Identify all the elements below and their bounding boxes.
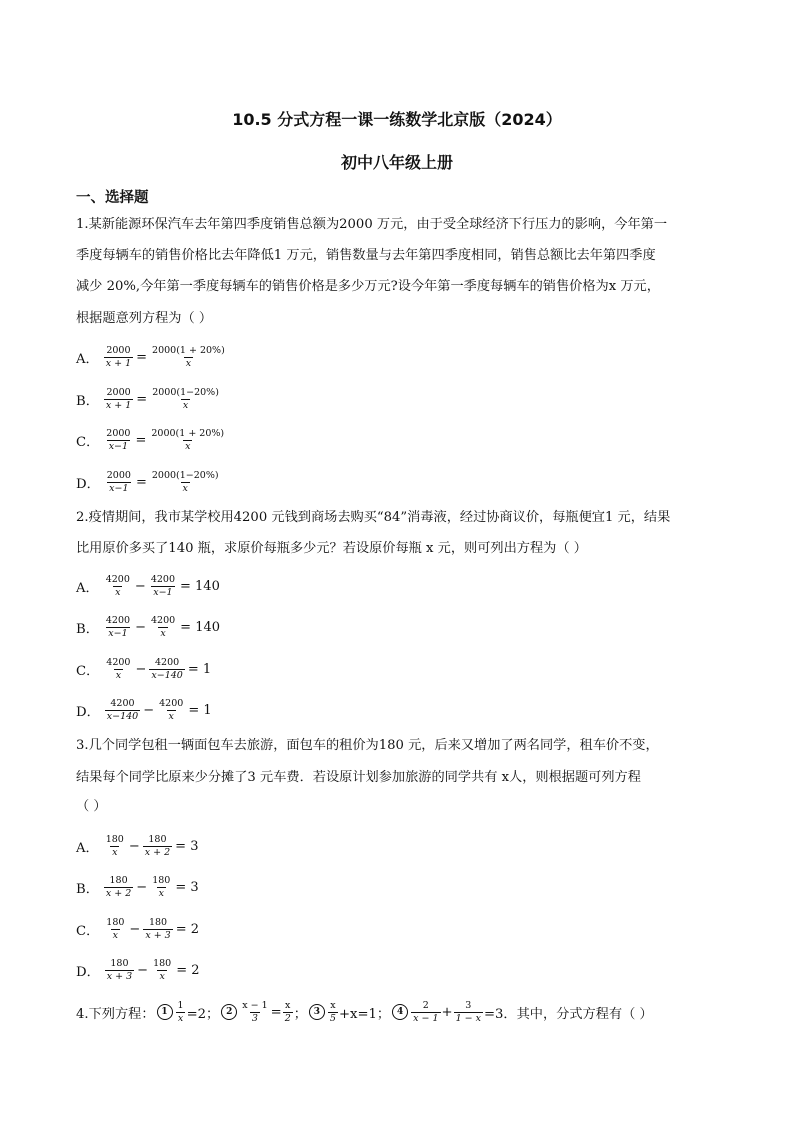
fraction: $\frac{4200}{x}$ [150, 614, 176, 639]
fraction: $\frac{3}{1 - x}$ [455, 999, 481, 1024]
option-label: A． [76, 351, 99, 367]
q1-line-4: 根据题意列方程为（ ） [76, 311, 213, 326]
q2-option-d: D． $\frac{4200}{x-140}$ − $\frac{4200}{x}$ = 1 [76, 697, 212, 722]
option-label: D． [76, 964, 100, 980]
fraction: $\frac{2000(1 + 20\%)}{x}$ [151, 427, 225, 452]
document-subtitle: 初中八年级上册 [340, 153, 453, 172]
q3-option-c: C． $\frac{180}{x}$ − $\frac{180}{x + 3}$ = 2 [76, 916, 200, 941]
option-label: B． [76, 393, 99, 409]
circled-number-2: 2 [221, 1004, 237, 1020]
q1-line-3: 减少 20%,今年第一季度每辆车的销售价格是多少万元?设今年第一季度每辆车的销售价格为x 万元， [76, 279, 660, 294]
q2-option-b: B． $\frac{4200}{x-1}$ − $\frac{4200}{x}$ = 140 [76, 614, 221, 639]
fraction: $\frac{180}{x}$ [106, 916, 125, 941]
q3-line-1: 3.几个同学包租一辆面包车去旅游，面包车的租价为180 元，后来又增加了两名同学，租车价不变， [76, 738, 659, 753]
circled-number-3: 3 [309, 1004, 325, 1020]
q3-line-2: 结果每个同学比原来少分摊了3 元车费．若设原计划参加旅游的同学共有 x人，则根据题可列方程 [76, 770, 641, 785]
fraction: $\frac{2000}{x + 1}$ [105, 386, 132, 411]
fraction: $\frac{4200}{x}$ [105, 573, 130, 598]
fraction: $\frac{180}{x}$ [153, 957, 172, 982]
q2-line-1: 2.疫情期间，我市某学校用4200 元钱到商场去购买“84”消毒液，经过协商议价，每瓶便宜1 元，结果 [76, 510, 671, 525]
q2-line-2: 比用原价多买了140 瓶，求原价每瓶多少元？若设原价每瓶 x 元，则可列出方程为（ ） [76, 541, 587, 556]
fraction: $\frac{2000}{x-1}$ [106, 469, 131, 494]
fraction: $\frac{180}{x}$ [105, 833, 124, 858]
fraction: $\frac{x}{5}$ [329, 999, 336, 1024]
q2-option-c: C． $\frac{4200}{x}$ − $\frac{4200}{x-140}$ = 1 [76, 656, 212, 681]
fraction: $\frac{180}{x + 2}$ [105, 874, 132, 899]
option-label: C． [76, 923, 100, 939]
fraction: $\frac{1}{x}$ [177, 999, 184, 1024]
q3-option-b: B． $\frac{180}{x + 2}$ − $\frac{180}{x}$ = 3 [76, 874, 199, 899]
fraction: $\frac{4200}{x-140}$ [106, 697, 139, 722]
fraction: $\frac{4200}{x}$ [159, 697, 184, 722]
fraction: $\frac{2000}{x + 1}$ [105, 344, 132, 369]
circled-number-4: 4 [392, 1004, 408, 1020]
fraction: $\frac{4200}{x-1}$ [105, 614, 131, 639]
option-label: B． [76, 621, 99, 637]
fraction: $\frac{180}{x}$ [152, 874, 171, 899]
q1-line-2: 季度每辆车的销售价格比去年降低1 万元，销售数量与去年第四季度相同，销售总额比去年第四季度 [76, 248, 656, 263]
fraction: $\frac{x - 1}{3}$ [242, 999, 268, 1024]
fraction: $\frac{4200}{x-140}$ [151, 656, 183, 681]
option-label: B． [76, 881, 99, 897]
q4-line: 4.下列方程： 1 $\frac{1}{x}$ =2； 2 $\frac{x - 1}{3}$ = $\frac{x}{2}$ ； 3 $\frac{x}{5}$ +x=1； 4 $\frac{2}{x - 1}$ + $\frac{3}{1 - x}$ =3．其中，分式方程有（ ） [76, 999, 653, 1024]
fraction: $\frac{180}{x + 3}$ [106, 957, 133, 982]
option-label: C． [76, 663, 100, 679]
document-title: 10.5 分式方程一课一练数学北京版（2024） [232, 110, 562, 129]
q3-line-3: （ ） [76, 799, 107, 814]
fraction: $\frac{4200}{x-1}$ [150, 573, 175, 598]
fraction: $\frac{2000(1-20\%)}{x}$ [152, 386, 219, 411]
option-label: A． [76, 840, 99, 856]
fraction: $\frac{x}{2}$ [284, 999, 291, 1024]
section-heading: 一、选择题 [76, 190, 149, 206]
fraction: $\frac{4200}{x}$ [106, 656, 131, 681]
q1-option-c: C． $\frac{2000}{x-1}$ = $\frac{2000(1 + 20\%)}{x}$ [76, 427, 225, 452]
q1-option-b: B． $\frac{2000}{x + 1}$ = $\frac{2000(1-20\%)}{x}$ [76, 386, 219, 411]
q1-line-1: 1.某新能源环保汽车去年第四季度销售总额为2000 万元，由于受全球经济下行压力的影响，今年第一 [76, 217, 668, 232]
fraction: $\frac{2000(1-20\%)}{x}$ [151, 469, 219, 494]
fraction: $\frac{180}{x + 2}$ [144, 833, 171, 858]
circled-number-1: 1 [157, 1004, 173, 1020]
fraction: $\frac{2000}{x-1}$ [106, 427, 131, 452]
q4-prefix: 4.下列方程： [76, 1006, 155, 1022]
fraction: $\frac{180}{x + 3}$ [145, 916, 171, 941]
option-label: D． [76, 704, 100, 720]
option-label: C． [76, 434, 100, 450]
q1-option-a: A． $\frac{2000}{x + 1}$ = $\frac{2000(1 + 20\%)}{x}$ [76, 344, 225, 369]
option-label: A． [76, 580, 99, 596]
q3-option-a: A． $\frac{180}{x}$ − $\frac{180}{x + 2}$ = 3 [76, 833, 199, 858]
fraction: $\frac{2}{x - 1}$ [413, 999, 439, 1024]
fraction: $\frac{2000(1 + 20\%)}{x}$ [152, 344, 225, 369]
q2-option-a: A． $\frac{4200}{x}$ − $\frac{4200}{x-1}$ = 140 [76, 573, 220, 598]
q1-option-d: D． $\frac{2000}{x-1}$ = $\frac{2000(1-20\%)}{x}$ [76, 469, 219, 494]
option-label: D． [76, 476, 100, 492]
q3-option-d: D． $\frac{180}{x + 3}$ − $\frac{180}{x}$ = 2 [76, 957, 200, 982]
